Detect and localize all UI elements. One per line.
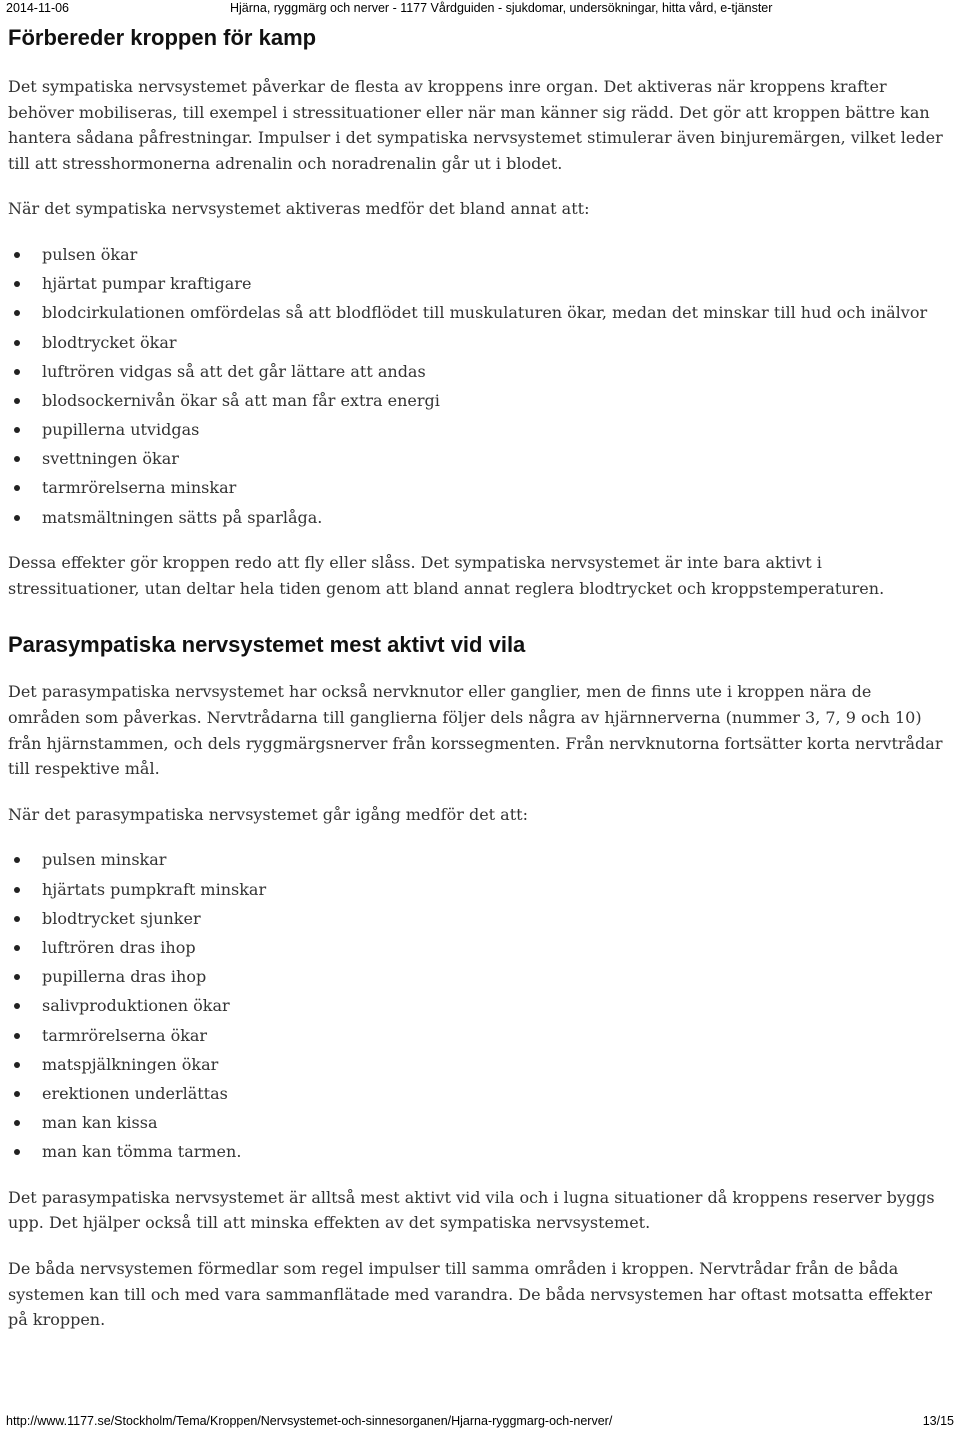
list-item: matsmältningen sätts på sparlåga.: [8, 505, 948, 531]
list-item: blodtrycket sjunker: [8, 906, 948, 932]
list-item: erektionen underlättas: [8, 1081, 948, 1107]
print-page-title: Hjärna, ryggmärg och nerver - 1177 Vårdguiden - sjukdomar, undersökningar, hitta vård, e-tjänster: [230, 1, 773, 15]
list-item: hjärtats pumpkraft minskar: [8, 877, 948, 903]
parasympathetic-effects-list: [8, 847, 948, 1164]
list-item: blodcirkulationen omfördelas så att blodflödet till muskulaturen ökar, medan det minskar till hud och inälvor: [8, 300, 948, 326]
list-item: tarmrörelserna minskar: [8, 475, 948, 501]
print-date: 2014-11-06: [6, 1, 70, 15]
parasympathetic-list-intro: När det parasympatiska nervsystemet går igång medför det att:: [8, 804, 528, 824]
list-item: tarmrörelserna ökar: [8, 1023, 948, 1049]
list-item: luftrören dras ihop: [8, 935, 948, 961]
print-url: http://www.1177.se/Stockholm/Tema/Kroppen/Nervsystemet-och-sinnesorganen/Hjarna-ryggmarg-och-nerver/: [6, 1414, 613, 1428]
parasympathetic-intro-paragraph: Det parasympatiska nervsystemet har också nervknutor eller ganglier, men de finns ute i kroppen nära de områden som påverkas. Nervtrådarna till ganglierna följer dels några av hjärnnerverna (nummer 3, 7, 9 och 10) från hjärnstammen, och dels ryggmärgsnerver från korssegmenten. Från nervknutorna fortsätter korta nervtrådar till respektive mål.: [8, 682, 943, 779]
list-item: man kan tömma tarmen.: [8, 1139, 948, 1165]
article-content: [8, 24, 948, 1353]
list-item: pupillerna utvidgas: [8, 417, 948, 443]
both-systems-paragraph: De båda nervsystemen förmedlar som regel impulser till samma områden i kroppen. Nervtrådar från de båda systemen kan till och med vara sammanflätade med varandra. De båda nervsystemen har oftast motsatta effekter på kroppen.: [8, 1259, 932, 1330]
list-item: luftrören vidgas så att det går lättare att andas: [8, 359, 948, 385]
list-item: svettningen ökar: [8, 446, 948, 472]
section-heading-parasympathetic: Parasympatiska nervsystemet mest aktivt vid vila: [8, 632, 526, 658]
list-item: man kan kissa: [8, 1110, 948, 1136]
list-item: matspjälkningen ökar: [8, 1052, 948, 1078]
list-item: pupillerna dras ihop: [8, 964, 948, 990]
list-item: salivproduktionen ökar: [8, 993, 948, 1019]
sympathetic-effects-list: [8, 242, 948, 530]
sympathetic-outro-paragraph: Dessa effekter gör kroppen redo att fly eller slåss. Det sympatiska nervsystemet är inte bara aktivt i stressituationer, utan deltar hela tiden genom att bland annat reglera blodtrycket och kroppstemperaturen.: [8, 553, 885, 598]
list-item: blodtrycket ökar: [8, 330, 948, 356]
list-item: pulsen minskar: [8, 847, 948, 873]
list-item: hjärtat pumpar kraftigare: [8, 271, 948, 297]
sympathetic-list-intro: När det sympatiska nervsystemet aktiveras medför det bland annat att:: [8, 199, 590, 219]
list-item: pulsen ökar: [8, 242, 948, 268]
sympathetic-intro-paragraph: Det sympatiska nervsystemet påverkar de flesta av kroppens inre organ. Det aktiveras när kroppens krafter behöver mobiliseras, till exempel i stressituationer eller när man känner sig rädd. Det gör att kroppen bättre kan hantera sådana påfrestningar. Impulser i det sympatiska nervsystemet stimulerar även binjuremärgen, vilket leder till att stresshormonerna adrenalin och noradrenalin går ut i blodet.: [8, 77, 943, 173]
page-number: 13/15: [922, 1414, 954, 1428]
section-heading-sympathetic: Förbereder kroppen för kamp: [8, 25, 317, 50]
print-footer: [6, 1413, 954, 1429]
parasympathetic-outro-paragraph: Det parasympatiska nervsystemet är alltså mest aktivt vid vila och i lugna situationer då kroppens reserver byggs upp. Det hjälper också till att minska effekten av det sympatiska nervsystemet.: [8, 1187, 935, 1233]
print-header: [6, 0, 954, 16]
list-item: blodsockernivån ökar så att man får extra energi: [8, 388, 948, 414]
